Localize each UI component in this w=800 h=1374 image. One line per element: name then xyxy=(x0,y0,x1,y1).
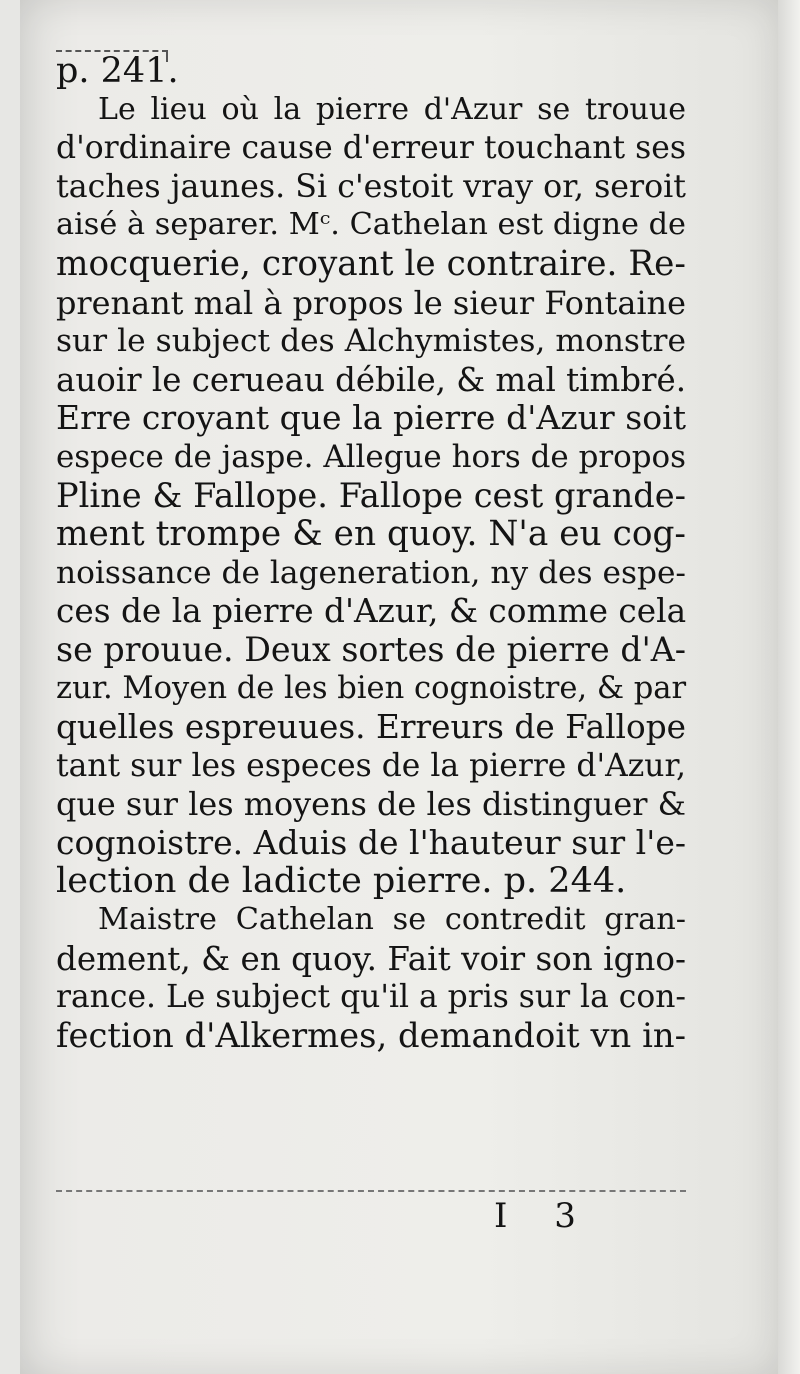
text-line: quelles espreuues. Erreurs de Fallope xyxy=(56,708,686,747)
paragraph-1 xyxy=(56,52,686,901)
text-line: aisé à separer. Mᶜ. Cathelan est digne de xyxy=(56,207,686,243)
text-line: Pline & Fallope. Fallope cest grande- xyxy=(56,475,686,515)
text-line: dement, & en quoy. Fait voir son igno- xyxy=(56,939,686,978)
text-line: sur le subject des Alchymistes, monstre xyxy=(56,323,686,360)
text-line: fection d'Alkermes, demandoit vn in- xyxy=(56,1015,686,1055)
text-line: Maistre Cathelan se contredit gran- xyxy=(98,902,686,938)
text-line: mocquerie, croyant le contraire. Re- xyxy=(56,243,686,284)
signature-mark: I 3 xyxy=(494,1196,594,1236)
page-reference: p. 241. xyxy=(56,51,179,91)
text-line: auoir le cerueau débile, & mal timbré. xyxy=(56,360,686,399)
text-line: lection de ladicte pierre. p. 244. xyxy=(56,861,627,902)
paragraph-2 xyxy=(56,901,686,1055)
page-text xyxy=(56,52,686,1055)
text-line: espece de jaspe. Allegue hors de propos xyxy=(56,438,686,475)
text-line: que sur les moyens de les distinguer & xyxy=(56,785,686,824)
text-line: Erre croyant que la pierre d'Azur soit xyxy=(56,398,686,438)
text-line: rance. Le subject qu'il a pris sur la con- xyxy=(56,979,686,1016)
text-line: noissance de lageneration, ny des espe- xyxy=(56,554,686,591)
page-edge xyxy=(778,0,800,1374)
footer-rule xyxy=(56,1190,686,1192)
text-line: cognoistre. Aduis de l'hauteur sur l'e- xyxy=(56,822,686,862)
text-line: se prouue. Deux sortes de pierre d'A- xyxy=(56,629,686,669)
text-line: taches jaunes. Si c'estoit vray or, seroit xyxy=(56,168,686,205)
text-line: Le lieu où la pierre d'Azur se trouue xyxy=(98,91,686,127)
text-line: zur. Moyen de les bien cognoistre, & par xyxy=(56,670,687,706)
text-line: tant sur les especes de la pierre d'Azur, xyxy=(56,747,686,784)
text-line: prenant mal à propos le sieur Fontaine xyxy=(56,283,686,322)
text-line: ment trompe & en quoy. N'a eu cog- xyxy=(56,514,686,555)
book-page xyxy=(20,0,778,1374)
text-line: ces de la pierre d'Azur, & comme cela xyxy=(56,592,687,631)
text-line: d'ordinaire cause d'erreur touchant ses xyxy=(56,130,686,167)
